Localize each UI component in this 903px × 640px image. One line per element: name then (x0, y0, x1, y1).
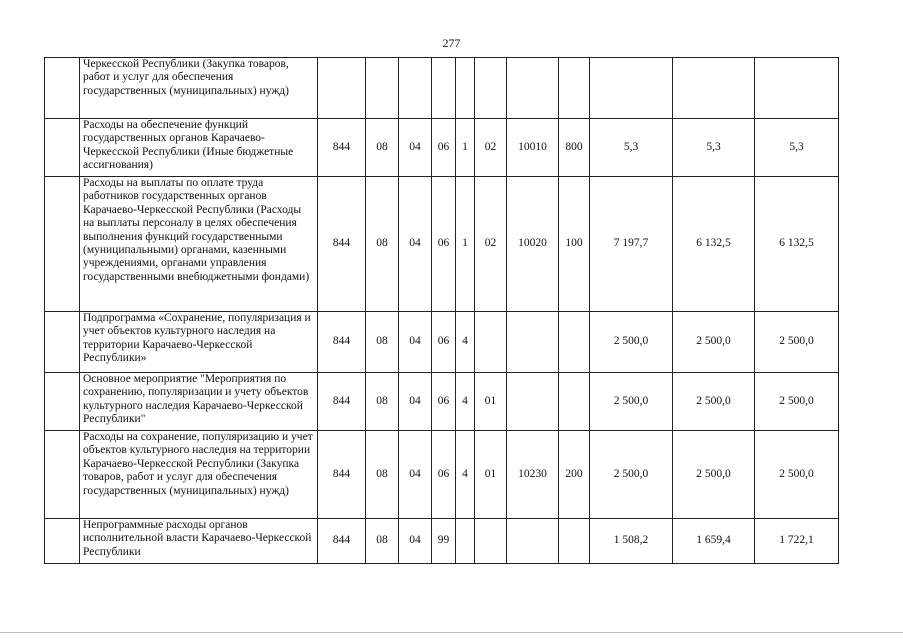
code-cell: 99 (432, 519, 456, 564)
code-cell: 08 (366, 177, 399, 312)
code-cell: 08 (366, 519, 399, 564)
row-description: Черкесской Республики (Закупка товаров, работ и услуг для обеспечения государственных (муниципальных) нужд) (80, 58, 318, 119)
table-row (45, 431, 839, 519)
code-cell: 04 (399, 519, 432, 564)
blank-cell (45, 312, 80, 373)
code-cell (318, 58, 366, 119)
code-cell (559, 519, 590, 564)
amount-cell (755, 58, 839, 119)
code-cell: 4 (456, 312, 475, 373)
amount-cell: 5,3 (673, 119, 755, 177)
code-cell: 844 (318, 373, 366, 431)
amount-cell: 2 500,0 (755, 373, 839, 431)
code-cell: 844 (318, 519, 366, 564)
code-cell: 1 (456, 177, 475, 312)
amount-cell: 1 508,2 (590, 519, 673, 564)
amount-cell: 6 132,5 (673, 177, 755, 312)
row-description: Непрограммные расходы органов исполнительной власти Карачаево-Черкесской Республики (80, 519, 318, 564)
code-cell (475, 519, 507, 564)
code-cell: 06 (432, 373, 456, 431)
blank-cell (45, 373, 80, 431)
table-row (45, 373, 839, 431)
row-description: Расходы на выплаты по оплате труда работников государственных органов Карачаево-Черкесской Республики (Расходы на выплаты персоналу в целях обеспечения выполнения функций государственными (муниципальными) органами, казенными учреждениями, органами управления государственными внебюджетными фондами) (80, 177, 318, 312)
code-cell (507, 312, 559, 373)
code-cell: 02 (475, 177, 507, 312)
table-row (45, 177, 839, 312)
code-cell (559, 373, 590, 431)
code-cell: 10230 (507, 431, 559, 519)
code-cell: 06 (432, 312, 456, 373)
code-cell: 01 (475, 431, 507, 519)
amount-cell: 2 500,0 (673, 312, 755, 373)
amount-cell: 7 197,7 (590, 177, 673, 312)
amount-cell: 2 500,0 (755, 312, 839, 373)
budget-table (44, 57, 839, 564)
amount-cell: 2 500,0 (590, 312, 673, 373)
blank-cell (45, 519, 80, 564)
code-cell: 06 (432, 431, 456, 519)
code-cell (559, 312, 590, 373)
code-cell: 08 (366, 431, 399, 519)
code-cell: 10010 (507, 119, 559, 177)
code-cell: 1 (456, 119, 475, 177)
code-cell (507, 373, 559, 431)
blank-cell (45, 119, 80, 177)
code-cell: 04 (399, 312, 432, 373)
table-row (45, 119, 839, 177)
amount-cell: 2 500,0 (673, 373, 755, 431)
code-cell: 200 (559, 431, 590, 519)
amount-cell: 2 500,0 (590, 373, 673, 431)
code-cell (456, 519, 475, 564)
code-cell: 08 (366, 312, 399, 373)
code-cell: 100 (559, 177, 590, 312)
code-cell: 04 (399, 119, 432, 177)
code-cell: 4 (456, 431, 475, 519)
amount-cell: 1 659,4 (673, 519, 755, 564)
row-description: Основное мероприятие "Мероприятия по сохранению, популяризации и учету объектов культурного наследия Карачаево-Черкесской Республики" (80, 373, 318, 431)
table-row (45, 519, 839, 564)
code-cell: 08 (366, 119, 399, 177)
blank-cell (45, 58, 80, 119)
code-cell (399, 58, 432, 119)
page-number: 277 (442, 36, 461, 50)
code-cell (559, 58, 590, 119)
code-cell: 844 (318, 312, 366, 373)
row-description: Расходы на сохранение, популяризацию и учет объектов культурного наследия на территории Карачаево-Черкесской Республики (Закупка товаров, работ и услуг для обеспечения государственных (муниципальных) нужд) (80, 431, 318, 519)
code-cell: 844 (318, 431, 366, 519)
amount-cell: 5,3 (590, 119, 673, 177)
amount-cell: 2 500,0 (755, 431, 839, 519)
code-cell: 06 (432, 119, 456, 177)
code-cell (475, 58, 507, 119)
amount-cell: 1 722,1 (755, 519, 839, 564)
code-cell: 4 (456, 373, 475, 431)
table-row (45, 58, 839, 119)
row-description: Расходы на обеспечение функций государственных органов Карачаево-Черкесской Республики (Иные бюджетные ассигнования) (80, 119, 318, 177)
code-cell: 01 (475, 373, 507, 431)
code-cell (507, 519, 559, 564)
code-cell: 04 (399, 373, 432, 431)
code-cell (432, 58, 456, 119)
code-cell (366, 58, 399, 119)
amount-cell (673, 58, 755, 119)
code-cell: 04 (399, 431, 432, 519)
table-row (45, 312, 839, 373)
code-cell (456, 58, 475, 119)
code-cell: 800 (559, 119, 590, 177)
amount-cell (590, 58, 673, 119)
amount-cell: 2 500,0 (673, 431, 755, 519)
code-cell: 08 (366, 373, 399, 431)
code-cell: 844 (318, 177, 366, 312)
amount-cell: 5,3 (755, 119, 839, 177)
row-description: Подпрограмма «Сохранение, популяризация и учет объектов культурного наследия на территории Карачаево-Черкесской Республики» (80, 312, 318, 373)
code-cell: 04 (399, 177, 432, 312)
page-bottom-rule (0, 632, 903, 633)
code-cell: 10020 (507, 177, 559, 312)
amount-cell: 2 500,0 (590, 431, 673, 519)
blank-cell (45, 177, 80, 312)
code-cell: 844 (318, 119, 366, 177)
code-cell (507, 58, 559, 119)
amount-cell: 6 132,5 (755, 177, 839, 312)
code-cell: 02 (475, 119, 507, 177)
code-cell (475, 312, 507, 373)
blank-cell (45, 431, 80, 519)
code-cell: 06 (432, 177, 456, 312)
